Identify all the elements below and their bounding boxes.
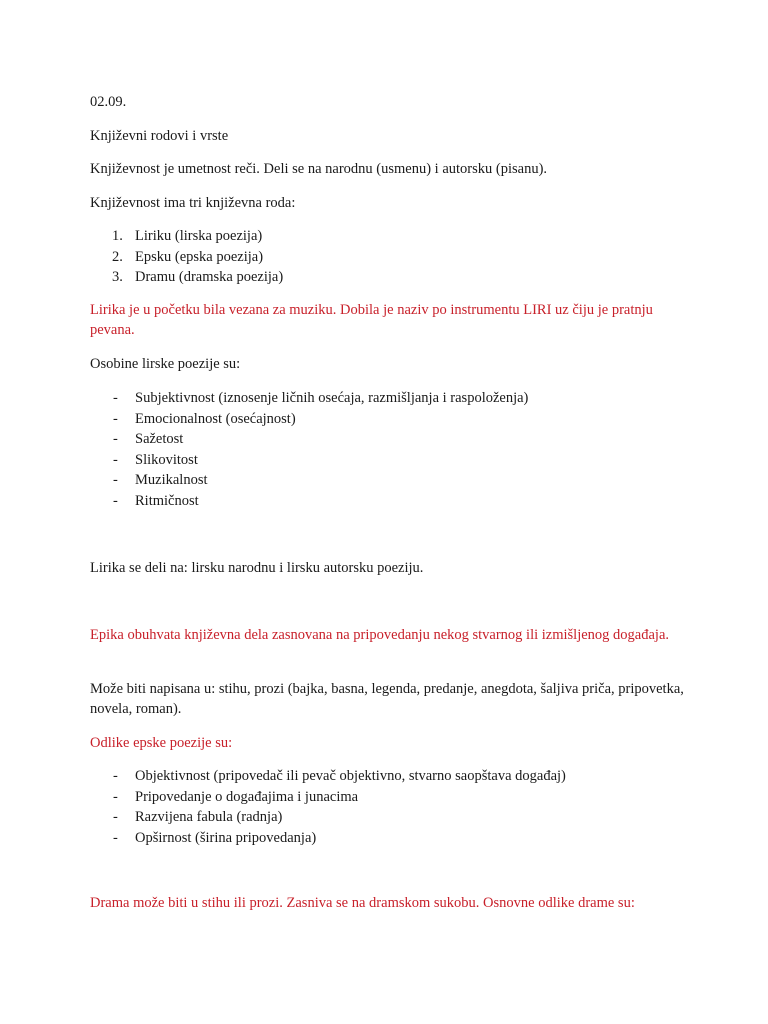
dash-bullet: - [113, 390, 118, 406]
dash-bullet: - [113, 768, 118, 784]
epika-odlike-intro: Odlike epske poezije su: [90, 735, 233, 751]
lirika-osobine-intro: Osobine lirske poezije su: [90, 356, 241, 372]
dash-bullet: - [113, 431, 118, 447]
dash-bullet: - [113, 410, 118, 427]
intro-paragraph: Književnost je umetnost reči. Deli se na narodnu (usmenu) i autorsku (pisanu). [90, 161, 548, 177]
list-number: 2. [112, 248, 123, 265]
rodovi-intro: Književnost ima tri književna roda: [90, 195, 296, 211]
lirika-podela: Lirika se deli na: lirsku narodnu i lirsku autorsku poeziju. [90, 560, 424, 576]
page-heading: Književni rodovi i vrste [90, 128, 229, 144]
list-item-text: Objektivnost (pripovedač ili pevač objektivno, stvarno saopštava događaj) [135, 768, 566, 784]
list-item-text: Liriku (lirska poezija) [135, 228, 263, 244]
list-item-text: Emocionalnost (osećajnost) [135, 410, 296, 427]
list-item-text: Subjektivnost (iznosenje ličnih osećaja, razmišljanja i raspoloženja) [135, 390, 529, 406]
epika-note: Epika obuhvata književna dela zasnovana na pripovedanju nekog stvarnog ili izmišljenog događaja. [90, 627, 670, 643]
list-number: 1. [112, 228, 123, 244]
list-item-text: Muzikalnost [135, 472, 208, 488]
list-item-text: Sažetost [135, 431, 184, 447]
lirika-note: Lirika je u početku bila vezana za muziku. Dobila je naziv po instrumentu LIRI uz čiju je pratnju pevana. [90, 302, 653, 338]
dash-bullet: - [113, 472, 118, 488]
list-item-text: Dramu (dramska poezija) [135, 269, 284, 285]
dash-bullet: - [113, 809, 118, 825]
list-item-text: Slikovitost [135, 451, 198, 468]
list-item-text: Epsku (epska poezija) [135, 248, 264, 265]
list-item-text: Opširnost (širina pripovedanja) [135, 829, 317, 846]
dash-bullet: - [113, 451, 118, 468]
dash-bullet: - [113, 788, 118, 805]
list-number: 3. [112, 269, 123, 285]
list-item-text: Ritmičnost [135, 492, 199, 509]
drama-note: Drama može biti u stihu ili prozi. Zasniva se na dramskom sukobu. Osnovne odlike drame su: [90, 895, 635, 911]
date-line: 02.09. [90, 94, 127, 110]
list-item-text: Razvijena fabula (radnja) [135, 809, 283, 825]
dash-bullet: - [113, 492, 118, 509]
list-item-text: Pripovedanje o događajima i junacima [135, 788, 359, 805]
epika-forme: Može biti napisana u: stihu, prozi (bajka, basna, legenda, predanje, anegdota, šaljiva priča, pripovetka, novela, roman). [90, 681, 684, 717]
dash-bullet: - [113, 829, 118, 846]
